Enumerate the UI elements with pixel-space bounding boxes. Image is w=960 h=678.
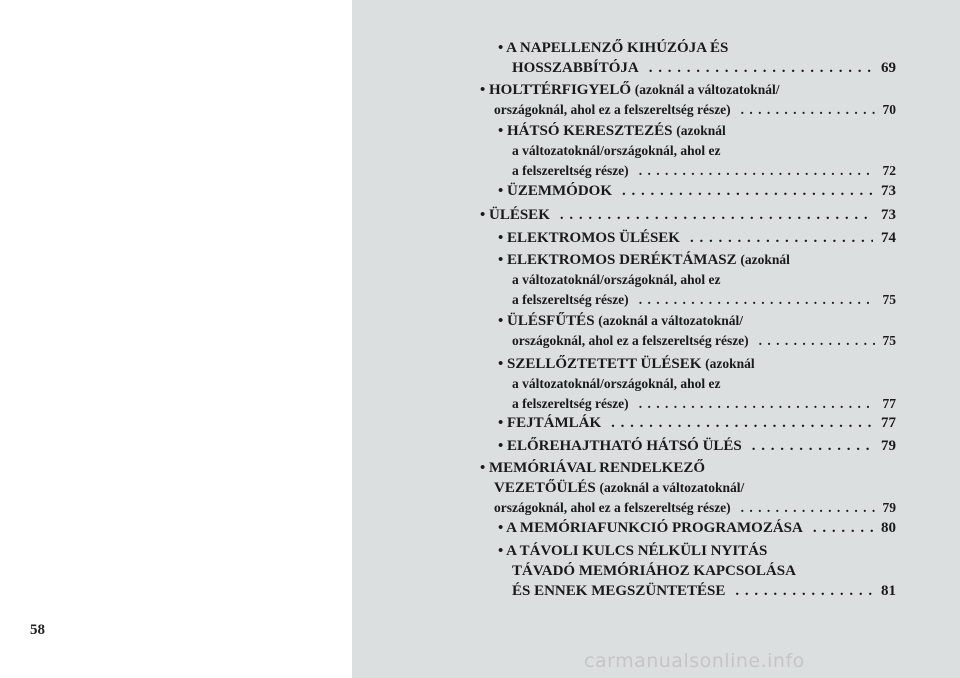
toc-page-number: 75 [882,333,896,348]
dot-leader [803,518,873,538]
toc-line: a változatoknál/országoknál, ahol ez [512,143,721,158]
toc-line: HOSSZABBÍTÓJA . . . 69 [498,58,896,78]
dot-leader [731,498,875,518]
toc-page-number: 81 [881,583,896,599]
watermark: carmanualsonline.info [584,650,805,672]
toc-entry-szelloztetett-ulesek[interactable] [498,354,896,414]
toc-line: • ÜZEMMÓDOK . . . 73 [498,181,896,201]
toc-line: • SZELLŐZTETETT ÜLÉSEK (azoknál [498,356,755,372]
toc-page-number: 75 [882,292,896,307]
toc-entry-napellenzo[interactable] [498,38,896,78]
dot-leader [601,413,873,433]
toc-line: a változatoknál/országoknál, ahol ez [512,272,721,287]
toc-line: • ELEKTROMOS ÜLÉSEK . . . 74 [498,228,896,248]
toc-page-number: 79 [882,500,896,515]
toc-page-number: 80 [881,520,896,536]
toc-page-number: 77 [881,415,896,431]
toc-line: a felszereltség része) . . . 77 [498,394,896,414]
toc-page-number: 73 [881,207,896,223]
toc-entry-ulesek[interactable] [480,205,896,225]
dot-leader [749,331,875,351]
toc-entry-ulesfutes[interactable] [498,311,896,351]
dot-leader [612,181,873,201]
toc-line: országoknál, ahol ez a felszereltség része) . . . 79 [480,498,896,518]
dot-leader [629,394,875,414]
dot-leader [680,228,873,248]
dot-leader [550,205,873,225]
toc-page-number: 70 [882,102,896,117]
toc-line: • MEMÓRIÁVAL RENDELKEZŐ [480,460,706,476]
toc-entry-derektamasz[interactable] [498,250,896,310]
toc-page-number: 77 [882,396,896,411]
toc-entry-elorehajthato-hatso-ules[interactable] [498,436,896,456]
toc-line: TÁVADÓ MEMÓRIÁHOZ KAPCSOLÁSA [512,563,796,579]
toc-page-number: 74 [881,230,896,246]
dot-leader [629,290,875,310]
toc-page-number: 79 [881,438,896,454]
toc-entry-elektromos-ulesek[interactable] [498,228,896,248]
toc-line: • A TÁVOLI KULCS NÉLKÜLI NYITÁS [498,543,768,559]
toc-entry-holtterfigyelo[interactable] [480,80,896,120]
dot-leader [629,161,875,181]
toc-entry-uzemmodok[interactable] [498,181,896,201]
toc-page-number: 72 [882,163,896,178]
dot-leader [742,436,873,456]
toc-entry-memoriaval-rendelkezo[interactable] [480,458,896,518]
left-page [0,0,352,678]
dot-leader [725,581,873,601]
toc-line: • ELEKTROMOS DERÉKTÁMASZ (azoknál [498,252,790,268]
toc-line: • FEJTÁMLÁK . . . 77 [498,413,896,433]
table-of-contents [352,0,960,678]
dot-leader [639,58,873,78]
toc-line: országoknál, ahol ez a felszereltség része) . . . 70 [480,100,896,120]
toc-page-number: 73 [881,183,896,199]
toc-line: • HÁTSÓ KERESZTEZÉS (azoknál [498,123,726,139]
page-number: 58 [30,622,45,638]
toc-line: • ÜLÉSFŰTÉS (azoknál a változatoknál/ [498,313,744,329]
toc-line: • HOLTTÉRFIGYELŐ (azoknál a változatoknál/ [480,82,780,98]
toc-entry-memoriafunkcio-programozasa[interactable] [498,518,896,538]
right-page [352,0,960,678]
toc-line: VEZETŐÜLÉS (azoknál a változatoknál/ [494,480,745,496]
toc-entry-fejtamlak[interactable] [498,413,896,433]
toc-line: a felszereltség része) . . . 72 [498,161,896,181]
toc-line: országoknál, ahol ez a felszereltség része) . . . 75 [498,331,896,351]
toc-entry-tavoli-kulcs[interactable] [498,541,896,601]
toc-entry-hatso-keresztezes[interactable] [498,121,896,181]
toc-line: • A MEMÓRIAFUNKCIÓ PROGRAMOZÁSA . . . 80 [498,518,896,538]
toc-line: • ELŐREHAJTHATÓ HÁTSÓ ÜLÉS . . . 79 [498,436,896,456]
toc-line: • A NAPELLENZŐ KIHÚZÓJA ÉS [498,40,729,56]
toc-line: a felszereltség része) . . . 75 [498,290,896,310]
toc-page-number: 69 [881,60,896,76]
toc-line: ÉS ENNEK MEGSZÜNTETÉSE . . . 81 [498,581,896,601]
toc-line: • ÜLÉSEK . . . 73 [480,205,896,225]
toc-line: a változatoknál/országoknál, ahol ez [512,376,721,391]
dot-leader [731,100,875,120]
